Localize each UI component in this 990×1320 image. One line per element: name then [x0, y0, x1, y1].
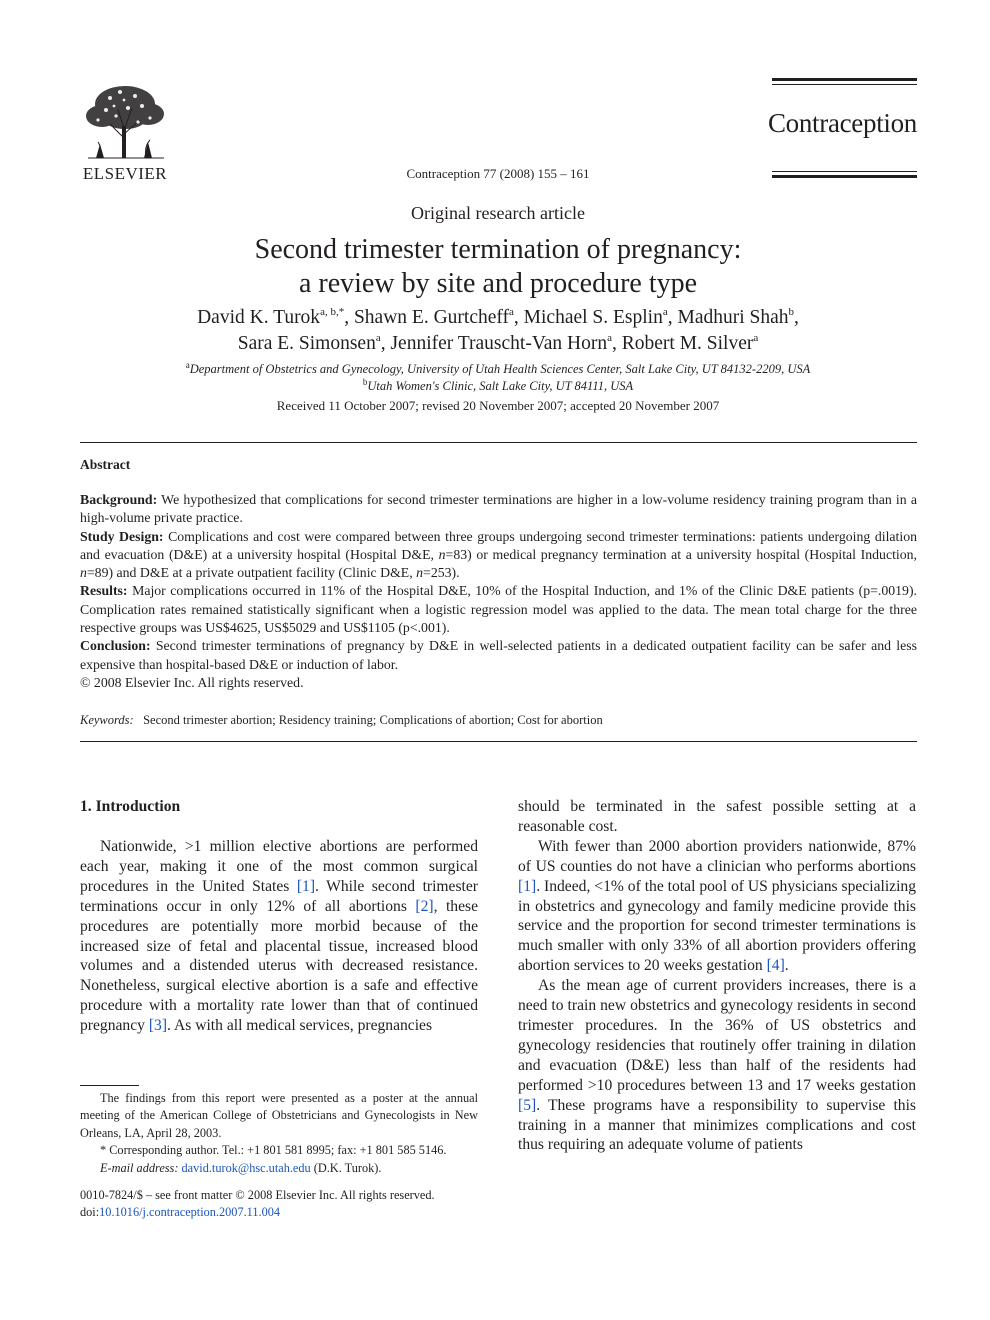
affiliation-b [0, 379, 990, 394]
abstract-background [80, 491, 917, 528]
keywords-label: Keywords: [80, 713, 134, 727]
footnote-email [80, 1160, 478, 1177]
abstract-text: Complications and cost were compared between three groups undergoing second trimester terminations: patients undergoing dilation and evacuation (D&E) at a university hospital (Hospital D&E, [80, 528, 917, 562]
affiliation-text: Utah Women's Clinic, Salt Lake City, UT 84111, USA [367, 379, 634, 393]
body-text: . [784, 957, 789, 975]
abstract-conclusion [80, 637, 917, 674]
body-text: With fewer than 2000 abortion providers nationwide, 87% of US counties do not have a clinician who performs abortions [518, 837, 916, 875]
received-dates: Received 11 October 2007; revised 20 November 2007; accepted 20 November 2007 [276, 398, 720, 413]
citation-link[interactable]: [2] [415, 897, 434, 915]
author-affiliation-sup: a [753, 332, 759, 344]
journal-title: Contraception [767, 108, 917, 138]
left-column [80, 837, 478, 1036]
affiliation-a [0, 362, 990, 377]
body-text: . These programs have a responsibility to supervise this training in a manner that minimizes complications and cost thus requiring an adequate volume of patients [518, 1096, 916, 1154]
author-name[interactable]: Sara E. Simonsen [237, 333, 376, 354]
author-affiliation-sup: a [662, 306, 668, 318]
article-type: Original research article [411, 203, 585, 223]
masthead-rule [772, 175, 917, 178]
publisher-name: ELSEVIER [82, 164, 168, 183]
email-label: E-mail address: [100, 1160, 179, 1175]
divider [80, 741, 917, 742]
divider [80, 442, 917, 443]
footnote-corresponding: * Corresponding author. Tel.: +1 801 581 8995; fax: +1 801 585 5146. [100, 1143, 447, 1158]
author-list-line-1: David K. Turok$^{a, b,*}$, Shawn E. Gurtcheff$^a$, Michael S. Esplin$^a$, Madhuri Shah$^b$, [197, 306, 799, 328]
abstract-text: Second trimester terminations of pregnancy by D&E in well-selected patients in a dedicated outpatient facility can be safer and less expensive than hospital-based D&E or induction of labor. [80, 638, 917, 672]
author-affiliation-sup: b [788, 306, 795, 318]
elsevier-tree-icon [80, 80, 170, 162]
body-paragraph [518, 976, 916, 1155]
keywords-text: Second trimester abortion; Residency training; Complications of abortion; Cost for abortion [143, 713, 603, 727]
article-title-line-2: a review by site and procedure type [298, 268, 698, 299]
abstract-label: Background: [80, 492, 158, 507]
abstract-text: Major complications occurred in 11% of the Hospital D&E, 10% of the Hospital Induction, and 1% of the Clinic D&E patients (p=.0019). Complication rates remained statistically significant when a logistic regression model was applied to the data. The mean total charge for the three respective groups was US$4625, US$5029 and US$1105 (p<.001). [80, 583, 917, 636]
issn-line: 0010-7824/$ – see front matter © 2008 Elsevier Inc. All rights reserved. [80, 1188, 435, 1202]
email-suffix: (D.K. Turok). [310, 1160, 382, 1175]
masthead-rule [772, 171, 917, 172]
citation-link[interactable]: [1] [518, 877, 537, 895]
citation-link[interactable]: [3] [148, 1017, 168, 1035]
abstract-text: =83) or medical pregnancy termination at a university hospital (Hospital Induction, [445, 546, 917, 562]
email-link[interactable]: david.turok@hsc.utah.edu [181, 1160, 311, 1175]
abstract-study-design [80, 528, 917, 583]
citation-link[interactable]: [4] [766, 957, 785, 975]
affiliation-key: a [185, 360, 190, 370]
abstract-label: Conclusion: [80, 638, 151, 654]
abstract-copyright: © 2008 Elsevier Inc. All rights reserved. [80, 674, 304, 690]
footnote-divider [80, 1085, 139, 1086]
abstract-text: We hypothesized that complications for second trimester terminations are higher in a low-volume residency training program than in a high-volume private practice. [80, 492, 917, 526]
footnote-presentation: The findings from this report were presented as a poster at the annual meeting of the American College of Obstetricians and Gynecologists in New Orleans, LA, April 28, 2003. [80, 1091, 478, 1140]
doi-line [80, 1204, 500, 1221]
body-paragraph: should be terminated in the safest possible setting at a reasonable cost. [518, 798, 916, 835]
author-name[interactable]: Michael S. Esplin [523, 307, 663, 328]
author-name[interactable]: Madhuri Shah [677, 307, 789, 328]
abstract-text: n [80, 565, 87, 581]
section-heading: 1. Introduction [80, 798, 181, 815]
doi-link[interactable]: 10.1016/j.contraception.2007.11.004 [99, 1205, 281, 1219]
abstract-body [80, 491, 917, 692]
body-text: As the mean age of current providers increases, there is a need to train new obstetrics and gynecology residents in second trimester procedures. In the 36% of US obstetrics and gynecology residencies that routinely offer training in dilation and evacuation (D&E) less than half of the residents had performed >10 procedures between 13 and 17 weeks gestation [518, 977, 916, 1094]
body-text: . While second trimester terminations occur in only 12% of all abortions [80, 877, 478, 915]
body-paragraph [80, 837, 478, 1036]
abstract-text: n [416, 565, 424, 581]
body-text: . Indeed, <1% of the total pool of US physicians specializing in obstetrics and gynecology and family medicine provide this service and the proportion for second trimester terminations is much smaller with only 33% of all abortion providers offering abortion services to 20 weeks gestation [518, 877, 916, 975]
abstract-label: Results: [80, 583, 128, 599]
right-column [518, 797, 916, 1155]
abstract-results [80, 582, 917, 637]
body-text: Nationwide, >1 million elective abortions are performed each year, making it one of the most common surgical procedures in the United States [80, 838, 478, 895]
citation-link[interactable]: [1] [296, 877, 316, 895]
abstract-heading: Abstract [80, 457, 131, 472]
journal-masthead [767, 78, 917, 182]
author-affiliation-sup: a [607, 332, 612, 344]
abstract-text: n [438, 546, 446, 562]
doi-label: doi: [80, 1205, 100, 1219]
abstract-label: Study Design: [80, 528, 164, 544]
author-affiliation-sup: a [375, 332, 381, 344]
body-text: , these procedures are potentially more morbid because of the increased size of fetal and placental tissue, increased blood volumes and a distended uterus with decreased resistance. Nonetheless, surgical elective abortion is a safe and effective procedure with a mortality rate lower than that of continued pregnancy [80, 897, 478, 1035]
footnotes [80, 1090, 478, 1177]
masthead-rule [772, 78, 917, 81]
author-name[interactable]: David K. Turok [197, 307, 321, 328]
affiliation-text: Department of Obstetrics and Gynecology, University of Utah Health Sciences Center, Salt Lake City, UT 84132-2209, USA [189, 362, 811, 376]
masthead-rule [772, 84, 917, 85]
keywords [80, 713, 917, 728]
journal-citation: Contraception 77 (2008) 155 – 161 [406, 166, 590, 181]
abstract-text: =89) and D&E at a private outpatient facility (Clinic D&E, [86, 565, 417, 581]
author-name[interactable]: Robert M. Silver [621, 333, 754, 354]
author-name[interactable]: Jennifer Trauscht-Van Horn [390, 333, 608, 354]
corresponding-marker[interactable]: * [338, 306, 345, 318]
author-name[interactable]: Shawn E. Gurtcheff [353, 307, 510, 328]
body-text: . As with all medical services, pregnancies [167, 1017, 433, 1035]
abstract-text: =253). [423, 565, 460, 581]
citation-link[interactable]: [5] [518, 1096, 537, 1114]
article-title-line-1: Second trimester termination of pregnancy: [254, 234, 742, 265]
author-affiliation-sup: a [509, 306, 514, 318]
author-affiliation-sup: a, b, [320, 306, 339, 318]
front-matter-info [80, 1187, 500, 1221]
affiliation-key: b [362, 377, 368, 387]
author-list-line-2: Sara E. Simonsen$^a$, Jennifer Trauscht-Van Horn$^a$, Robert M. Silver$^a$ [237, 332, 759, 354]
body-paragraph [518, 837, 916, 976]
elsevier-logo [80, 80, 170, 182]
